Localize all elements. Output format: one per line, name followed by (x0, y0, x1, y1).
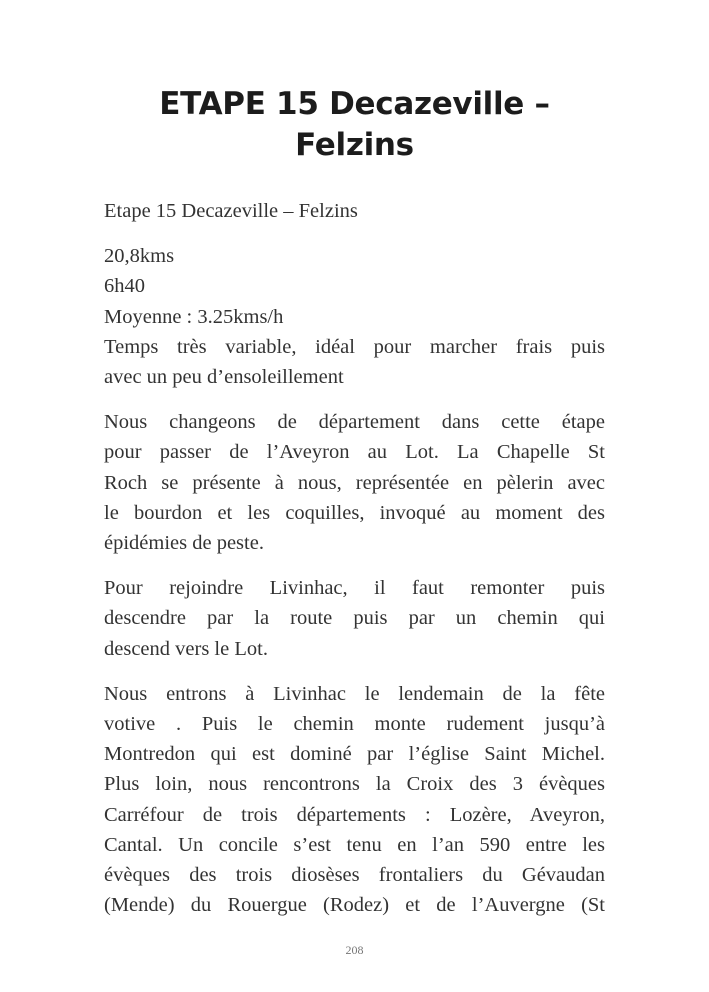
title-line-2: Felzins (295, 127, 414, 163)
stage-stats (104, 241, 605, 392)
paragraph-livinhac-montredon (104, 679, 605, 921)
paragraph-department-change (104, 407, 605, 558)
stage-subtitle (104, 196, 605, 226)
paragraph-line: Pour rejoindre Livinhac, il faut remonter puis (104, 577, 605, 600)
weather-line: Temps très variable, idéal pour marcher frais puis (104, 335, 605, 358)
paragraph-livinhac-route (104, 573, 605, 664)
title-line-1: ETAPE 15 Decazeville – (159, 86, 550, 122)
paragraph-line: pour passer de l’Aveyron au Lot. La Chapelle St (104, 441, 605, 464)
duration-text: 6h40 (104, 275, 145, 298)
paragraph-line: Carréfour de trois départements : Lozère, Aveyron, (104, 803, 605, 826)
document-body (104, 196, 605, 935)
paragraph-line: descendre par la route puis par un chemin qui (104, 607, 605, 630)
paragraph-line: (Mende) du Rouergue (Rodez) et de l’Auvergne (St (104, 894, 605, 917)
average-speed-text: Moyenne : 3.25kms/h (104, 305, 284, 328)
paragraph-line: évèques des trois diosèses frontaliers du Gévaudan (104, 864, 605, 887)
paragraph-line: Plus loin, nous rencontrons la Croix des 3 évèques (104, 773, 605, 796)
paragraph-line: Nous entrons à Livinhac le lendemain de la fête (104, 682, 605, 705)
subtitle-text: Etape 15 Decazeville – Felzins (104, 200, 358, 222)
paragraph-line: épidémies de peste. (104, 532, 264, 555)
distance-text: 20,8kms (104, 245, 175, 268)
paragraph-line: Montredon qui est dominé par l’église Saint Michel. (104, 743, 605, 766)
page-number: 208 (345, 943, 364, 957)
page-title (104, 84, 605, 166)
paragraph-line: Cantal. Un concile s’est tenu en l’an 590 entre les (104, 833, 605, 856)
weather-line: avec un peu d’ensoleillement (104, 366, 344, 389)
paragraph-line: Nous changeons de département dans cette étape (104, 411, 605, 434)
paragraph-line: votive . Puis le chemin monte rudement jusqu’à (104, 713, 605, 736)
paragraph-line: descend vers le Lot. (104, 637, 268, 660)
paragraph-line: le bourdon et les coquilles, invoqué au moment des (104, 501, 605, 524)
paragraph-line: Roch se présente à nous, représentée en pèlerin avec (104, 471, 605, 494)
